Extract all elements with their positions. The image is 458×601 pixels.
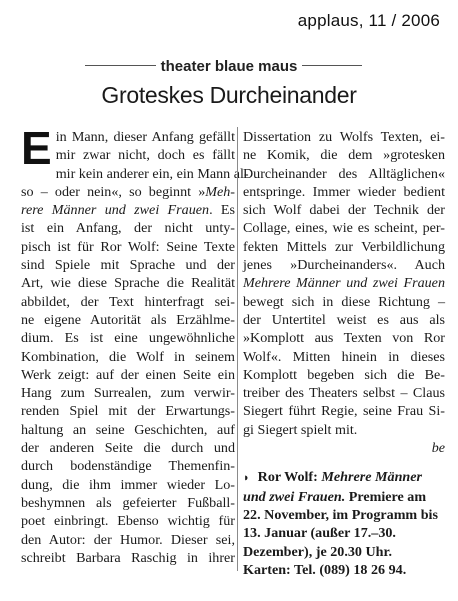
text-line: Komplott begeben sich die Be- [243,366,445,383]
text-block [21,219,235,567]
author-initials: be [431,440,445,457]
info-box [243,468,445,579]
text-line: Hang zum Surrealen, zum verwir- [21,385,235,402]
info-author: Ror Wolf: [257,469,318,486]
text-line: Art, wie diese Sprache die Realität [21,275,235,292]
section-header [0,58,458,76]
drop-cap: E [21,122,52,174]
text-line: mir kein anderer ein, ein Mann al- [55,165,249,182]
text-fragment: so – oder nein«, so beginnt » [21,183,206,200]
article-column-left [21,122,249,567]
text-line: den Autor: der Humor. Dieser sei, [21,531,235,548]
text-line: bewegt sich in diese Richtung – [243,293,445,310]
text-line: durch bodenständige Themenfin- [21,458,235,475]
text-line: sind Spiele mit Sprache und der [21,257,235,274]
text-line: ne eigene Autorität als Erzählme- [21,311,235,328]
text-line: Siegert führt Regie, seine Frau Si- [243,403,445,420]
text-fragment: . Es [209,202,236,219]
text-line [21,201,235,219]
play-title: Meh- [205,183,235,200]
info-tickets: Karten: Tel. (089) 18 26 94. [243,561,407,578]
info-details: Premiere am 22. November, im Programm bis 13. Januar (außer 17.–30. Dezember), je 20.30 Uhr. [243,488,438,560]
bullet-icon: ◗ [243,472,250,485]
text-line: gi Siegert spielt mit. [243,421,358,438]
section-title: theater blaue maus [156,58,303,75]
text-line: ne Komik, die dem »grotesken [243,147,445,164]
headline: Groteskes Durcheinander [101,82,357,108]
text-line: fekten Mittels zur Verbildlichung [243,238,445,255]
text-line: renden Spiel mit der Erwartungs- [21,403,235,420]
text-line: sich Wolf dabei der Technik der [243,202,445,219]
text-line: dium. Es ist eine ungewöhnliche [21,330,235,347]
text-block [243,293,445,439]
text-line: Dissertation zu Wolfs Texten, ei- [243,129,445,145]
text-line: Werk zeigt: auf der einen Seite ein [21,366,235,383]
text-line: abbildet, der Text hinterfragt sei- [21,293,235,310]
info-title: Mehrere Männer und zwei Frauen. [243,469,422,505]
text-line: jenes »Durcheinanders«. Auch [243,257,445,274]
play-title: rere Männer und zwei Frauen [21,202,210,219]
source-label: applaus, 11 / 2006 [297,11,440,30]
text-block [243,128,445,274]
text-line: ist ein Anfang, der nicht unty- [21,220,235,237]
text-line: Wolf«. Mitten hinein in dieses [243,348,445,365]
text-line: der anderen Seite die durch und [21,440,235,457]
text-line: treiber des Theaters selbst – Claus [243,385,445,402]
text-line: beshymnen als gefeierter Fußball- [21,494,235,511]
article-column-right [243,128,445,579]
text-line: entspringe. Immer wieder bedient [243,183,445,200]
text-line: poet einbringt. Ebenso wichtig für [21,513,235,530]
text-line: »Komplott aus Texten von Ror [243,330,445,347]
text-line: schreibt Barbara Raschig in ihrer [21,549,235,566]
text-line: mir zwar nicht, doch es fällt [55,147,235,164]
text-line: Durcheinander des Alltäglichen« [243,165,445,182]
text-line: pisch ist für Ror Wolf: Seine Texte [21,238,235,255]
text-line: in Mann, dieser Anfang gefällt [55,129,235,145]
text-line: Collage, eines, wie es scheint, per- [243,220,445,237]
text-line: der Untertitel weist es aus als [243,311,445,328]
play-title: Mehrere Männer und zwei Frauen [243,275,445,292]
text-line: dung, die ihm immer wieder Lo- [21,476,235,493]
text-line: haltung an seine Geschichten, auf [21,421,235,438]
text-line: Kombination, die Wolf in seinem [21,348,235,365]
column-divider [237,127,238,571]
text-line [21,183,235,201]
